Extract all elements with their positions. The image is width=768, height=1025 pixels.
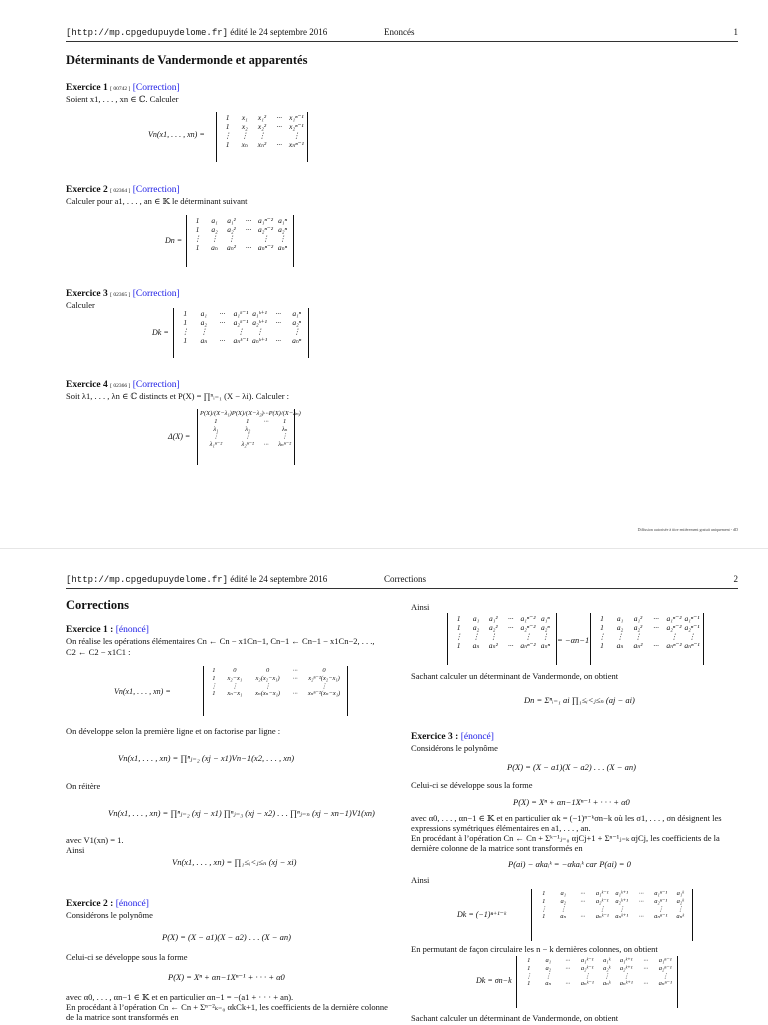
header-url-edited: [66, 27, 327, 39]
text-line: Considérons le polynôme: [411, 743, 498, 753]
correction-label: Exercice 3 :: [411, 732, 459, 742]
text-line: C2 ← C2 − x1C1 :: [66, 647, 131, 657]
exercise-id: [ 00742 ]: [110, 86, 131, 92]
matrix-grid: P(X)/(X−λ₁) P(X)/(X−λ₂) ··· P(X)/(X−λₙ) 1 1 ··· 1 λ₁ λ₂ λₙ ⋮ ⋮ ⋮ λ₁ⁿ⁻² λ₂ⁿ⁻² ··· λₙⁿ⁻²: [200, 410, 301, 449]
page-number: 1: [733, 27, 738, 37]
header-edited: édité le 24 septembre 2016: [230, 574, 328, 584]
corrections-title: Corrections: [66, 598, 129, 612]
text-line: Sachant calculer un déterminant de Vandermonde, on obtient: [411, 671, 619, 681]
determinant-delta: [197, 409, 301, 465]
text-line: En procédant à l’opération Cn ← Cn + Σᵏ⁻¹ⱼ₌₀ αjCj+1 + Σⁿ⁻¹ⱼ₌ₖ αjCj, les coefficients de la: [411, 833, 720, 843]
equation: Vn(x1, . . . , xn) = ∏ⁿⱼ₌₂ (xj − x1) ∏ⁿⱼ₌₃ (xj − x2) . . . ∏ⁿⱼ₌ₙ (xj − xn−1)V1(xn): [108, 808, 375, 818]
header-section: Enoncés: [384, 27, 415, 37]
matrix-lhs: Dk =: [152, 328, 169, 337]
matrix-lhs: Vn(x1, . . . , xn) =: [114, 687, 171, 696]
text-line: Ainsi: [411, 875, 430, 885]
exercise-statement: Calculer pour a1, . . . , an ∈ 𝕂 le déterminant suivant: [66, 196, 248, 206]
matrix-lhs: Δ(X) =: [168, 432, 191, 441]
equation: Vn(x1, . . . , xn) = ∏ⁿⱼ₌₂ (xj − x1)Vn−1(x2, . . . , xn): [118, 753, 295, 763]
exercise-statement: Soient x1, . . . , xn ∈ ℂ. Calculer: [66, 94, 179, 104]
correction-label: Exercice 1 :: [66, 625, 114, 635]
matrix-grid: 1 a₁ a₁² ··· a₁ⁿ⁻² a₁ⁿ 1 a₂ a₂² ··· a₂ⁿ⁻² a₂ⁿ ⋮ ⋮ ⋮ ⋮ ⋮ 1 aₙ aₙ² ··· aₙⁿ⁻² aₙⁿ: [454, 614, 550, 650]
matrix-lhs: Dn =: [165, 236, 183, 245]
determinant-dn: [186, 215, 294, 267]
matrix-grid: 1 a₁ ··· a₁ᵏ⁻¹ a₁ᵏ⁺¹ ··· a₁ⁿ 1 a₂ ··· a₂ᵏ⁻¹ a₂ᵏ⁺¹ ··· a₂ⁿ ⋮ ⋮ ⋮ ⋮ ⋮ 1 aₙ ··· aₙᵏ⁻¹ aₙᵏ⁺¹ ··· aₙⁿ: [181, 309, 302, 345]
determinant-left: [447, 613, 557, 665]
text-line: expressions symétriques élémentaires en a1, . . . , an.: [411, 823, 591, 833]
header-url-edited: [66, 574, 327, 586]
page-number: 2: [733, 574, 738, 584]
matrix-grid: 1 a₁ a₁² ··· a₁ⁿ⁻² a₁ⁿ⁻¹ 1 a₂ a₂² ··· a₂ⁿ⁻² a₂ⁿ⁻¹ ⋮ ⋮ ⋮ ⋮ ⋮ 1 aₙ aₙ² ··· aₙⁿ⁻² aₙⁿ⁻¹: [598, 614, 700, 650]
equation: P(X) = (X − a1)(X − a2) . . . (X − an): [162, 932, 291, 942]
equation: P(ai) − αkaᵢᵏ = −αkaᵢᵏ car P(ai) = 0: [508, 859, 631, 869]
page-header: [66, 574, 738, 589]
matrix-grid: 1 a₁ a₁² ··· a₁ⁿ⁻² a₁ⁿ 1 a₂ a₂² ··· a₂ⁿ⁻² a₂ⁿ ⋮ ⋮ ⋮ ⋮ ⋮ 1 aₙ aₙ² ··· aₙⁿ⁻² aₙⁿ: [193, 216, 288, 252]
vandermonde-determinant: [216, 112, 308, 162]
exercise-label: Exercice 1: [66, 83, 108, 93]
correction-link[interactable]: [Correction]: [132, 289, 180, 299]
enonce-link[interactable]: [énoncé]: [115, 625, 149, 635]
text-line: On réalise les opérations élémentaires Cn ← Cn − x1Cn−1, Cn−1 ← Cn−1 − x1Cn−2, . . .,: [66, 636, 375, 646]
text-line: dernière colonne de la matrice sont transformés en: [411, 843, 583, 853]
exercise-statement: Calculer: [66, 300, 95, 310]
text-line: Celui-ci se développe sous la forme: [66, 952, 188, 962]
matrix-lhs: Vn(x1, . . . , xn) =: [148, 130, 205, 139]
text-line: En permutant de façon circulaire les n − k dernières colonnes, on obtient: [411, 944, 658, 954]
matrix-lhs: Dk = (−1)ⁿ⁺¹⁻ᵏ: [457, 910, 507, 919]
exercise-id: [ 02366 ]: [110, 383, 131, 389]
matrix-grid: 1 a₁ ··· a₁ᵏ⁻¹ a₁ᵏ⁺¹ ··· a₁ⁿ⁻¹ a₁ᵏ 1 a₂ ··· a₂ᵏ⁻¹ a₂ᵏ⁺¹ ··· a₂ⁿ⁻¹ a₂ᵏ ⋮ ⋮ ⋮ ⋮ ⋮ ⋮ 1 aₙ ··· aₙᵏ⁻¹ aₙᵏ⁺¹ ··· aₙⁿ⁻¹ aₙᵏ: [540, 890, 685, 921]
determinant-dk-permuted: [516, 956, 678, 1008]
exercise-id: [ 02364 ]: [110, 188, 131, 194]
exercise-id: [ 02365 ]: [110, 292, 131, 298]
text-line: avec α0, . . . , αn−1 ∈ 𝕂 et en particulier αk = (−1)ⁿ⁻ᵏσn−k où les σ1, . . . , σn désignent les: [411, 813, 722, 823]
document-title: Déterminants de Vandermonde et apparentés: [66, 53, 308, 67]
text-line: Celui-ci se développe sous la forme: [411, 780, 533, 790]
enonce-link[interactable]: [énoncé]: [460, 732, 494, 742]
determinant-dk-transformed: [531, 889, 693, 941]
page-2: [0, 548, 768, 1025]
determinant-right: [590, 613, 704, 665]
matrix-grid: 1 0 0 ··· 0 1 x₂−x₁ x₂(x₂−x₁) ··· x₂ⁿ⁻²(x₂−x₁) ⋮ ⋮ ⋮ ⋮ 1 xₙ−x₁ xₙ(xₙ−x₁) ··· xₙⁿ⁻²(xₙ−x₁): [210, 667, 341, 698]
text-line: avec V1(xn) = 1.: [66, 835, 124, 845]
text-line: Sachant calculer un déterminant de Vandermonde, on obtient: [411, 1013, 619, 1023]
text-line: Ainsi: [66, 845, 85, 855]
enonce-link[interactable]: [énoncé]: [115, 899, 149, 909]
equation: P(X) = Xⁿ + αn−1Xⁿ⁻¹ + · · · + α0: [513, 797, 630, 807]
footer-note: Diffusion autorisée à titre entièrement gratuit uniquement - dD: [637, 527, 738, 532]
matrix-grid: 1 a₁ ··· a₁ᵏ⁻¹ a₁ᵏ a₁ᵏ⁺¹ ··· a₁ⁿ⁻¹ 1 a₂ ··· a₂ᵏ⁻¹ a₂ᵏ a₂ᵏ⁺¹ ··· a₂ⁿ⁻¹ ⋮ ⋮ ⋮ ⋮ ⋮ ⋮ 1 aₙ ··· aₙᵏ⁻¹ aₙᵏ aₙᵏ⁺¹ ··· aₙⁿ⁻¹: [525, 957, 672, 988]
exercise-statement: Soit λ1, . . . , λn ∈ ℂ distincts et P(X) = ∏ⁿᵢ₌₁ (X − λi). Calculer :: [66, 391, 290, 401]
transformed-matrix: [203, 666, 348, 716]
matrix-lhs: Dk = σn−k: [476, 976, 512, 985]
determinant-dk: [173, 308, 309, 358]
matrix-grid: 1 x₁ x₁² ··· x₁ⁿ⁻¹ 1 x₂ x₂² ··· x₂ⁿ⁻¹ ⋮ ⋮ ⋮ ⋮ 1 xₙ xₙ² ··· xₙⁿ⁻¹: [223, 113, 304, 149]
exercise-label: Exercice 2: [66, 185, 108, 195]
header-edited: édité le 24 septembre 2016: [230, 27, 328, 37]
header-url[interactable]: [http://mp.cpgedupuydelome.fr]: [66, 575, 229, 585]
correction-link[interactable]: [Correction]: [132, 380, 180, 390]
correction-link[interactable]: [Correction]: [132, 83, 180, 93]
page-header: [66, 27, 738, 42]
text-line: Considérons le polynôme: [66, 910, 153, 920]
equation: P(X) = (X − a1)(X − a2) . . . (X − an): [507, 762, 636, 772]
header-url[interactable]: [http://mp.cpgedupuydelome.fr]: [66, 28, 229, 38]
exercise-label: Exercice 4: [66, 380, 108, 390]
text-line: avec α0, . . . , αn−1 ∈ 𝕂 et en particulier αn−1 = −(a1 + · · · + an).: [66, 992, 294, 1002]
correction-label: Exercice 2 :: [66, 899, 114, 909]
correction-link[interactable]: [Correction]: [132, 185, 180, 195]
equation: Dn = Σⁿᵢ₌₁ ai ∏₁≤ᵢ<ⱼ≤ₙ (aj − ai): [524, 695, 635, 705]
exercise-label: Exercice 3: [66, 289, 108, 299]
equation: P(X) = Xⁿ + αn−1Xⁿ⁻¹ + · · · + α0: [168, 972, 285, 982]
text-line: On développe selon la première ligne et on factorise par ligne :: [66, 726, 281, 736]
text-line: On réitère: [66, 781, 101, 791]
equation: Vn(x1, . . . , xn) = ∏₁≤ᵢ<ⱼ≤ₙ (xj − xi): [172, 857, 297, 867]
text-line: Ainsi: [411, 602, 430, 612]
equation: = −αn−1: [557, 635, 590, 645]
text-line: En procédant à l’opération Cn ← Cn + Σⁿ⁻²ₖ₌₀ αkCk+1, les coefficients de la dernière colonne: [66, 1002, 388, 1012]
text-line: de la matrice sont transformés en: [66, 1012, 179, 1022]
header-section: Corrections: [384, 574, 426, 584]
